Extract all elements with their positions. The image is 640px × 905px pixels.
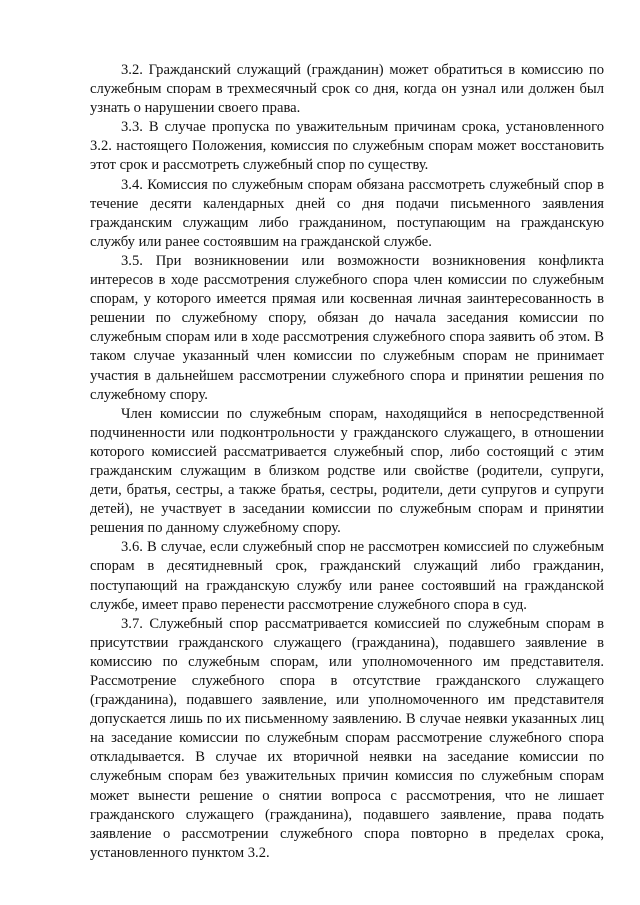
paragraph-3-6: 3.6. В случае, если служебный спор не рассмотрен комиссией по служебным спорам в десятидневный срок, гражданский служащий либо гражданин, поступающий на гражданскую службу или ранее состоявший на гражданской службе, имеет право перенести рассмотрение служебного спора в суд.	[90, 539, 604, 613]
paragraph-3-5: 3.5. При возникновении или возможности возникновения конфликта интересов в ходе рассмотрения служебного спора член комиссии по служебным спорам, у которого имеется прямая или косвенная личная заинтересованность в решении по служебному спору, обязан до начала заседания комиссии по служебным спорам или в ходе рассмотрения служебного спора заявить об этом. В таком случае указанный член комиссии по служебным спорам не принимает участия в дальнейшем рассмотрении служебного спора и принятии решения по служебному спору.	[90, 252, 604, 403]
paragraph-3-7: 3.7. Служебный спор рассматривается комиссией по служебным спорам в присутствии гражданского служащего (гражданина), подавшего заявление в комиссию по служебным спорам, или уполномоченного им представителя. Рассмотрение служебного спора в отсутствие гражданского служащего (гражданина), подавшего заявление, или уполномоченного им представителя допускается лишь по их письменному заявлению. В случае неявки указанных лиц на заседание комиссии по служебным спорам рассмотрение служебного спора откладывается. В случае их вторичной неявки на заседание комиссии по служебным спорам без уважительных причин комиссия по служебным спорам может вынести решение о снятии вопроса с рассмотрения, что не лишает гражданского служащего (гражданина), подавшего заявление, права подать заявление о рассмотрении служебного спора повторно в пределах срока, установленного пунктом 3.2.	[90, 615, 604, 861]
paragraph-3-2: 3.2. Гражданский служащий (гражданин) может обратиться в комиссию по служебным спорам в трехмесячный срок со дня, когда он узнал или должен был узнать о нарушении своего права.	[90, 62, 604, 117]
paragraph-3-3: 3.3. В случае пропуска по уважительным причинам срока, установленного 3.2. настоящего Положения, комиссия по служебным спорам может восстановить этот срок и рассмотреть служебный спор по существу.	[90, 119, 604, 174]
paragraph-3-4: 3.4. Комиссия по служебным спорам обязана рассмотреть служебный спор в течение десяти календарных дней со дня подачи письменного заявления гражданским служащим либо гражданином, поступающим на гражданскую службу или ранее состоявшим на гражданской службе.	[90, 176, 604, 250]
paragraph-3-5-member: Член комиссии по служебным спорам, находящийся в непосредственной подчиненности или подконтрольности у гражданского служащего, в отношении которого комиссией рассматривается служебный спор, либо состоящий с этим гражданским служащим в близком родстве или свойстве (родители, супруги, дети, братья, сестры, а также братья, сестры, родители, дети супругов и супруги детей), не участвует в заседании комиссии по служебным спорам и принятии решения по данному служебному спору.	[90, 405, 604, 537]
